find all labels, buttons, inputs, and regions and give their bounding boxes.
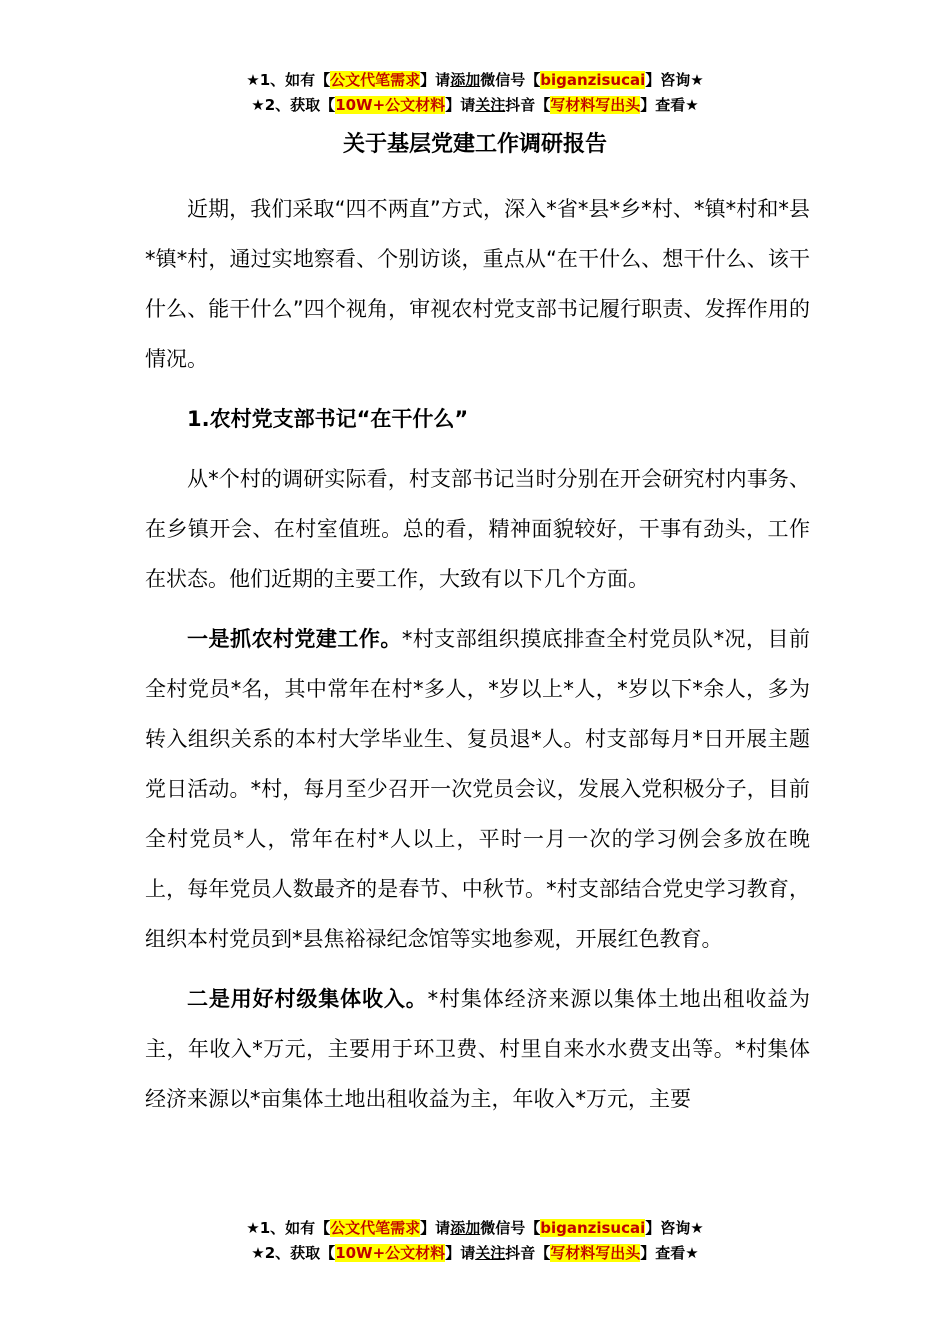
star-icon: ★ xyxy=(246,71,260,89)
highlight-materials: 10W+公文材料 xyxy=(335,96,446,114)
paragraph-overview: 从*个村的调研实际看，村支部书记当时分别在开会研究村内事务、在乡镇开会、在村室值班。总的看，精神面貌较好，干事有劲头，工作在状态。他们近期的主要工作，大致有以下几个方面。 xyxy=(145,467,810,591)
paragraph-intro: 近期，我们采取“四不两直”方式，深入*省*县*乡*村、*镇*村和*县*镇*村，通过实地察看、个别访谈，重点从“在干什么、想干什么、该干什么、能干什么”四个视角，审视农村党支部书记履行职责、发挥作用的情况。 xyxy=(145,197,810,371)
paragraph-collective-income: 二是用好村级集体收入。*村集体经济来源以集体土地出租收益为主，年收入*万元，主要用于环卫费、村里自来水水费支出等。*村集体经济来源以*亩集体土地出租收益为主，年收入*万元，主要 xyxy=(145,987,810,1111)
douyin-account: 写材料写出头 xyxy=(550,96,641,114)
star-icon: ★ xyxy=(251,1244,265,1262)
paragraph-party-building: 一是抓农村党建工作。*村支部组织摸底排查全村党员队*况，目前全村党员*名，其中常年在村*多人，*岁以上*人，*岁以下*余人，多为转入组织关系的本村大学毕业生、复员退*人。村支部每月*日开展主题党日活动。*村，每月至少召开一次党员会议，发展入党积极分子，目前全村党员*人，常年在村*人以上，平时一月一次的学习例会多放在晚上，每年党员人数最齐的是春节、中秋节。*村支部结合党史学习教育，组织本村党员到*县焦裕禄纪念馆等实地参观，开展红色教育。 xyxy=(145,627,810,951)
section-heading: 1.农村党支部书记“在干什么” xyxy=(187,407,469,431)
douyin-account: 写材料写出头 xyxy=(550,1244,641,1262)
highlight-service: 公文代笔需求 xyxy=(330,71,421,89)
star-icon: ★ xyxy=(251,96,265,114)
document-body xyxy=(145,184,810,1124)
paragraph-lead: 二是用好村级集体收入。 xyxy=(187,987,428,1011)
star-icon: ★ xyxy=(246,1219,260,1237)
paragraph-lead: 一是抓农村党建工作。 xyxy=(187,627,402,651)
wechat-id: biganzisucai xyxy=(540,1219,646,1237)
banner-line-2: ★2、获取【10W+公文材料】请关注抖音【写材料写出头】查看★ xyxy=(251,1244,699,1262)
highlight-materials: 10W+公文材料 xyxy=(335,1244,446,1262)
wechat-id: biganzisucai xyxy=(540,71,646,89)
banner-line-2: ★2、获取【10W+公文材料】请关注抖音【写材料写出头】查看★ xyxy=(251,96,699,114)
banner-line-1: ★1、如有【公文代笔需求】请添加微信号【biganzisucai】咨询★ xyxy=(246,71,704,89)
document-title: 关于基层党建工作调研报告 xyxy=(342,132,607,157)
header-banner xyxy=(0,68,950,118)
highlight-service: 公文代笔需求 xyxy=(330,1219,421,1237)
banner-line-1: ★1、如有【公文代笔需求】请添加微信号【biganzisucai】咨询★ xyxy=(246,1219,704,1237)
footer-banner xyxy=(0,1216,950,1266)
